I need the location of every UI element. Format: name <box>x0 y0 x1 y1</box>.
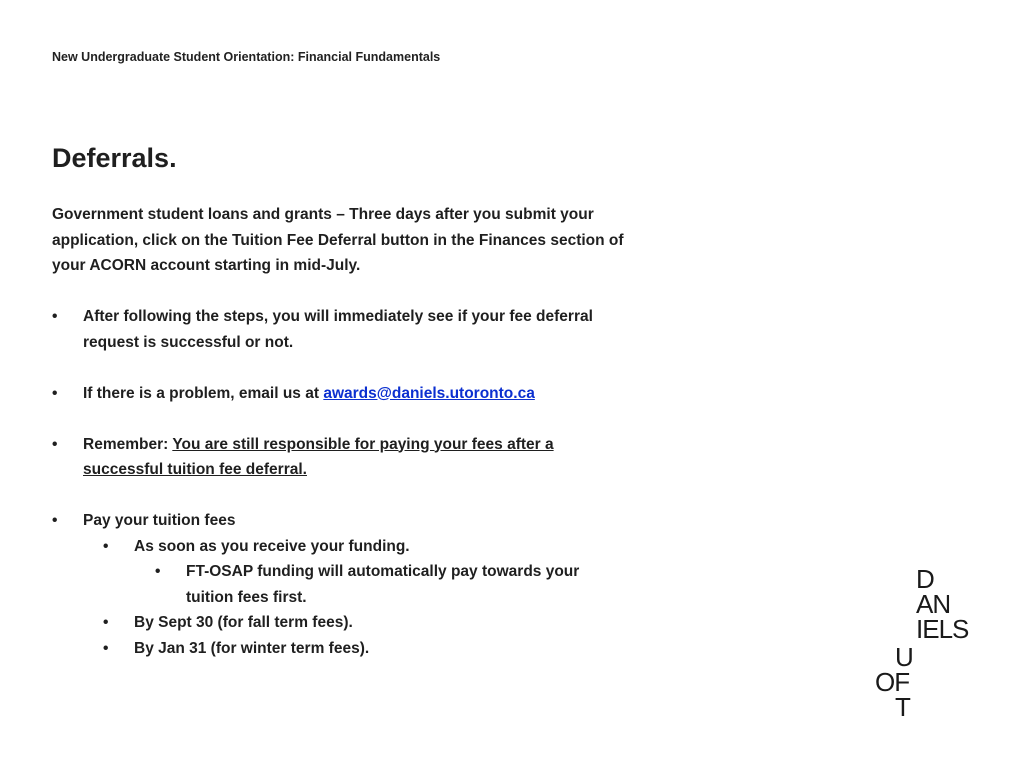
logo-line-6: T <box>895 692 910 722</box>
bullet-text: After following the steps, you will immediately see if your fee deferral request is successful or not. <box>83 308 593 351</box>
slide-title: Deferrals. <box>52 143 177 173</box>
slide-header: New Undergraduate Student Orientation: Financial Fundamentals <box>52 50 441 64</box>
bullet-icon: • <box>52 384 58 402</box>
bullet-text: By Sept 30 (for fall term fees). <box>134 614 353 631</box>
bullet-icon: • <box>103 614 109 631</box>
bullet-text: FT-OSAP funding will automatically pay towards your tuition fees first. <box>186 563 580 606</box>
logo-line-1: D <box>916 564 934 594</box>
bullet-icon: • <box>52 435 58 453</box>
logo-line-2: AN <box>916 589 951 619</box>
logo-line-3: IELS <box>916 614 969 644</box>
intro-paragraph: Government student loans and grants – Three days after you submit your application, click on the Tuition Fee Deferral button in the Finances section of your ACORN account starting in mid-July. <box>52 206 624 274</box>
bullet-text: Remember: <box>83 435 173 453</box>
remember-underlined-text: You are still responsible for paying your fees after a successful tuition fee deferral. <box>83 435 554 478</box>
bullet-text: Pay your tuition fees <box>83 512 236 529</box>
bullet-steps <box>52 304 632 355</box>
slide-body <box>52 202 632 661</box>
sub-bullet-sept <box>52 610 632 636</box>
bullet-icon: • <box>52 512 58 529</box>
bullet-pay <box>52 508 632 534</box>
bullet-icon: • <box>155 563 161 580</box>
sub-bullet-asap <box>52 534 632 560</box>
bullet-icon: • <box>103 639 109 657</box>
bullet-icon: • <box>52 308 58 325</box>
bullet-remember <box>52 432 632 483</box>
logo-line-4: U <box>895 642 913 672</box>
daniels-uoft-logo <box>872 566 982 726</box>
bullet-text: By Jan 31 (for winter term fees). <box>134 639 370 657</box>
email-link[interactable]: awards@daniels.utoronto.ca <box>323 384 535 402</box>
bullet-text: If there is a problem, email us at <box>83 384 324 402</box>
bullet-problem <box>52 381 632 407</box>
bullet-text: As soon as you receive your funding. <box>134 537 410 555</box>
bullet-icon: • <box>103 537 109 555</box>
logo-line-5: OF <box>875 667 910 697</box>
sub-sub-bullet-ftosap <box>52 559 586 610</box>
sub-bullet-jan <box>52 636 632 662</box>
